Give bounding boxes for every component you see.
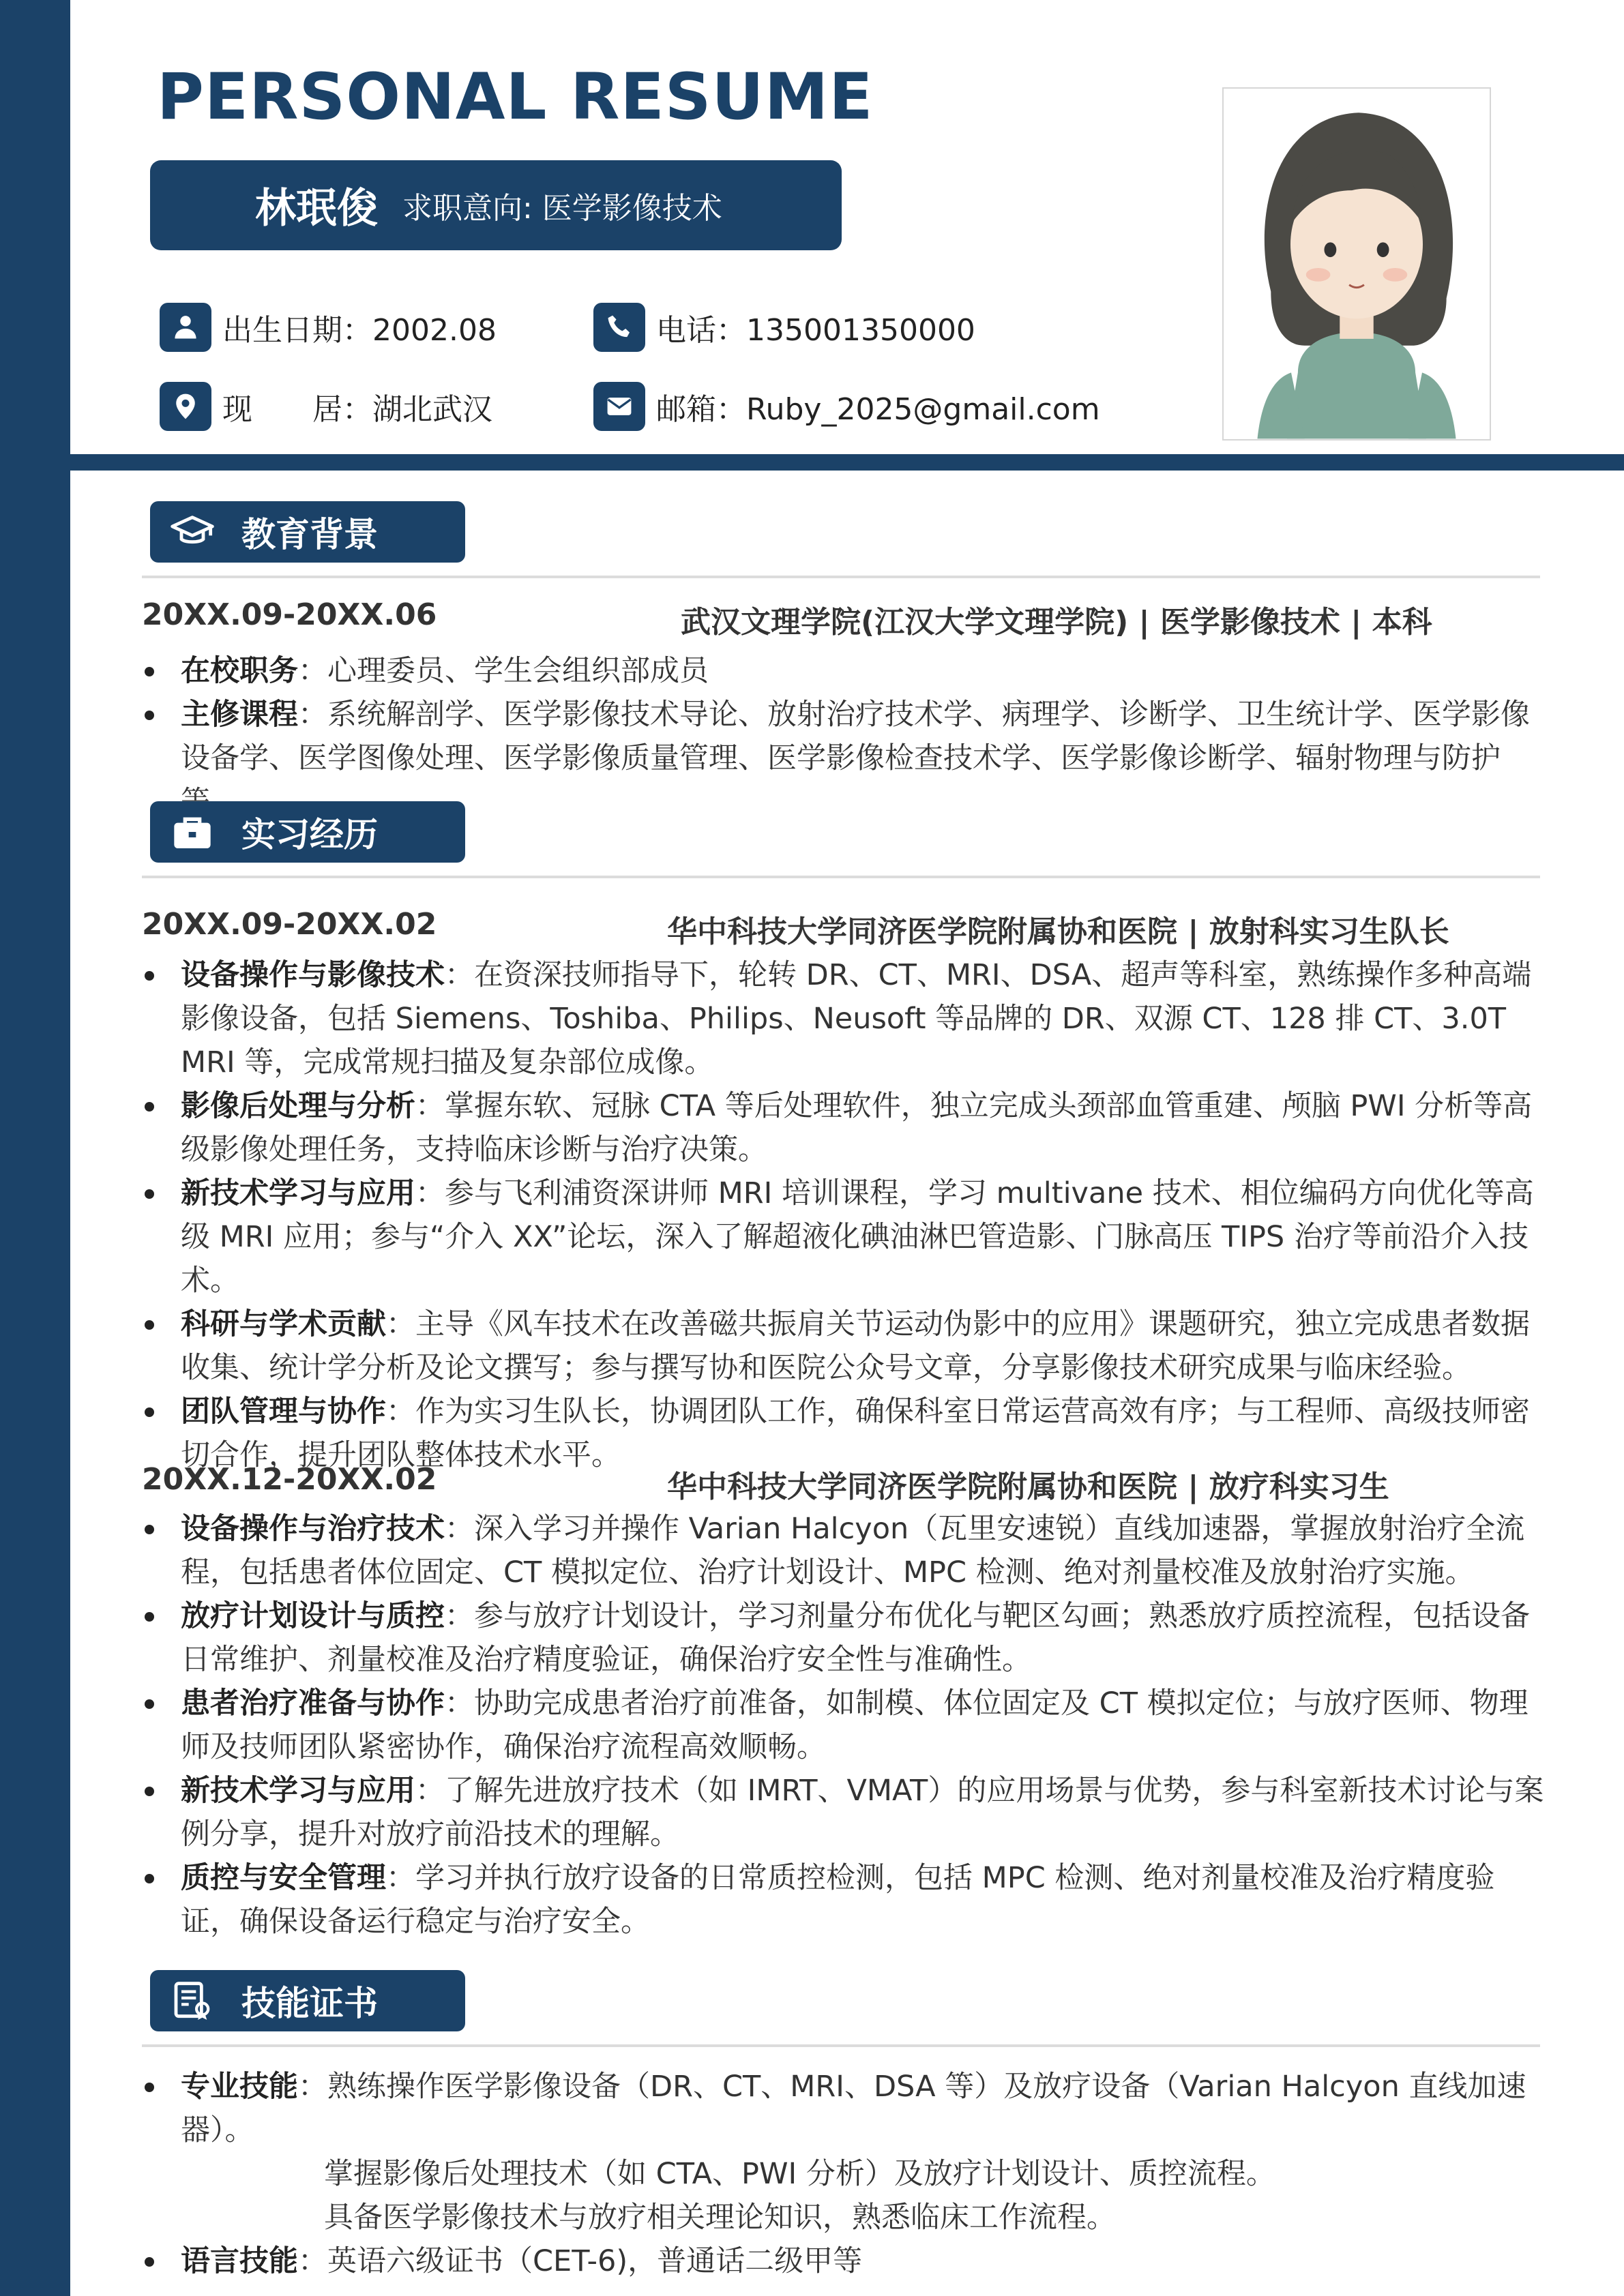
- item-label: 放疗计划设计与质控: [181, 1599, 445, 1633]
- internship-section-header: [150, 801, 465, 863]
- education-entry-header: [142, 597, 1540, 641]
- entry-org: 武汉文理学院(江汉大学文理学院) | 医学影像技术 | 本科: [681, 605, 1432, 640]
- entry-date: 20XX.12-20XX.02: [142, 1462, 437, 1497]
- skills-title: 技能证书: [241, 1984, 378, 2023]
- item-label: 设备操作与治疗技术: [181, 1512, 445, 1546]
- item-label: 设备操作与影像技术: [181, 958, 445, 992]
- certificate-icon: [171, 1979, 214, 2023]
- item-text: ：参与飞利浦资深讲师 MRI 培训课程，学习 multivane 技术、相位编码方向优化等高级 MRI 应用；参与“介入 XX”论坛，深入了解超液化碘油淋巴管造影、门脉高压 TIPS 治疗等前沿介入技术。: [181, 1176, 1534, 1298]
- list-item: [142, 1302, 1547, 1390]
- internship-entry-header: [142, 1462, 1540, 1506]
- entry-org: 华中科技大学同济医学院附属协和医院 | 放疗科实习生: [667, 1470, 1389, 1504]
- list-item: [142, 1084, 1547, 1172]
- item-text: ：协助完成患者治疗前准备，如制模、体位固定及 CT 模拟定位；与放疗医师、物理师及技师团队紧密协作，确保治疗流程高效顺畅。: [181, 1686, 1529, 1764]
- residence-text: 现 居：湖北武汉: [222, 392, 492, 427]
- list-item: [142, 1856, 1547, 1943]
- graduation-cap-icon: [171, 510, 214, 554]
- internship-entry-header: [142, 907, 1540, 951]
- email-info: [593, 382, 1100, 431]
- item-label: 专业技能: [181, 2070, 298, 2104]
- item-label: 患者治疗准备与协作: [181, 1686, 445, 1720]
- item-text: ：深入学习并操作 Varian Halcyon（瓦里安速锐）直线加速器，掌握放射治疗全流程，包括患者体位固定、CT 模拟定位、治疗计划设计、MPC 检测、绝对剂量校准及放射治疗实施。: [181, 1512, 1525, 1590]
- birth-text: 出生日期：2002.08: [222, 313, 497, 348]
- page-title: PERSONAL RESUME: [157, 60, 874, 134]
- briefcase-icon: [171, 810, 214, 854]
- list-item: [142, 1682, 1547, 1769]
- item-label: 主修课程: [181, 698, 298, 732]
- list-item: [142, 1507, 1547, 1594]
- skills-section-header: [150, 1970, 465, 2031]
- list-item: [142, 1172, 1547, 1302]
- education-section-header: [150, 501, 465, 563]
- education-details: [142, 649, 1547, 824]
- education-divider: [142, 576, 1540, 578]
- job-intent: 求职意向: 医学影像技术: [402, 191, 722, 226]
- item-text: ：学习并执行放疗设备的日常质控检测，包括 MPC 检测、绝对剂量校准及治疗精度验证，确保设备运行稳定与治疗安全。: [181, 1861, 1495, 1939]
- person-icon: [160, 303, 211, 352]
- item-text: ：心理委员、学生会组织部成员: [298, 654, 709, 688]
- list-item: [142, 1594, 1547, 1682]
- residence-info: [160, 382, 492, 431]
- item-text: ：系统解剖学、医学影像技术导论、放射治疗技术学、病理学、诊断学、卫生统计学、医学影像设备学、医学图像处理、医学影像质量管理、医学影像检查技术学、医学影像诊断学、辐射物理与防护: [181, 698, 1530, 775]
- item-label: 质控与安全管理: [181, 1861, 386, 1895]
- list-item-language-skills: [142, 2239, 1547, 2283]
- skills-details: [142, 2065, 1547, 2283]
- skills-divider: [142, 2044, 1540, 2047]
- list-item-professional-skills: [142, 2065, 1547, 2239]
- header-divider-bar: [70, 454, 1624, 471]
- email-text: 邮箱：Ruby_2025@gmail.com: [656, 392, 1100, 427]
- education-title: 教育背景: [241, 515, 378, 554]
- list-item: [142, 1769, 1547, 1856]
- internship-title: 实习经历: [241, 815, 378, 854]
- item-label: 影像后处理与分析: [181, 1089, 415, 1123]
- item-label: 新技术学习与应用: [181, 1176, 415, 1210]
- item-text: 具备医学影像技术与放疗相关理论知识，熟悉临床工作流程。: [324, 2201, 1116, 2235]
- internship-details-radiology: [142, 953, 1547, 1477]
- item-text: ：主导《风车技术在改善磁共振肩关节运动伪影中的应用》课题研究，独立完成患者数据收集、统计学分析及论文撰写；参与撰写协和医院公众号文章，分享影像技术研究成果与临床经验。: [181, 1307, 1530, 1385]
- item-text: ：熟练操作医学影像设备（DR、CT、MRI、DSA 等）及放疗设备（Varian Halcyon 直线加速器）。: [181, 2070, 1526, 2147]
- left-sidebar-bar: [0, 0, 70, 2296]
- item-text: ：在资深技师指导下，轮转 DR、CT、MRI、DSA、超声等科室，熟练操作多种高端影像设备，包括 Siemens、Toshiba、Philips、Neusoft 等品牌的 DR、双源 CT、128 排 CT、3.0T MRI 等，完成常规扫描及复杂部位成像。: [181, 958, 1532, 1079]
- entry-org: 华中科技大学同济医学院附属协和医院 | 放射科实习生队长: [667, 914, 1449, 949]
- candidate-name: 林珉俊: [255, 185, 378, 233]
- list-item: [142, 649, 1547, 693]
- item-label: 新技术学习与应用: [181, 1774, 415, 1808]
- item-label: 科研与学术贡献: [181, 1307, 386, 1341]
- phone-text: 电话：135001350000: [656, 313, 975, 348]
- item-label: 团队管理与协作: [181, 1395, 386, 1429]
- list-item: [142, 953, 1547, 1084]
- profile-photo: [1222, 87, 1491, 441]
- item-text: ：作为实习生队长，协调团队工作，确保科室日常运营高效有序；与工程师、高级技师密切合作，提升团队整体技术水平。: [181, 1395, 1530, 1472]
- item-text: ：英语六级证书（CET-6)，普通话二级甲等: [298, 2244, 863, 2278]
- item-label: 在校职务: [181, 654, 298, 688]
- item-text: 掌握影像后处理技术（如 CTA、PWI 分析）及放疗计划设计、质控流程。: [324, 2157, 1275, 2191]
- mail-icon: [593, 382, 645, 431]
- item-text: ：掌握东软、冠脉 CTA 等后处理软件，独立完成头颈部血管重建、颅脑 PWI 分析等高级影像处理任务，支持临床诊断与治疗决策。: [181, 1089, 1533, 1167]
- name-banner: [150, 160, 842, 250]
- internship-details-radiotherapy: [142, 1507, 1547, 1943]
- item-text: ：了解先进放疗技术（如 IMRT、VMAT）的应用场景与优势，参与科室新技术讨论与案例分享，提升对放疗前沿技术的理解。: [181, 1774, 1544, 1851]
- entry-date: 20XX.09-20XX.02: [142, 907, 437, 942]
- internship-divider: [142, 876, 1540, 878]
- phone-info: [593, 303, 975, 352]
- entry-date: 20XX.09-20XX.06: [142, 597, 437, 632]
- phone-icon: [593, 303, 645, 352]
- location-pin-icon: [160, 382, 211, 431]
- item-text: ：参与放疗计划设计，学习剂量分布优化与靶区勾画；熟悉放疗质控流程，包括设备日常维护、剂量校准及治疗精度验证，确保治疗安全性与准确性。: [181, 1599, 1530, 1677]
- item-label: 语言技能: [181, 2244, 298, 2278]
- birth-info: [160, 303, 497, 352]
